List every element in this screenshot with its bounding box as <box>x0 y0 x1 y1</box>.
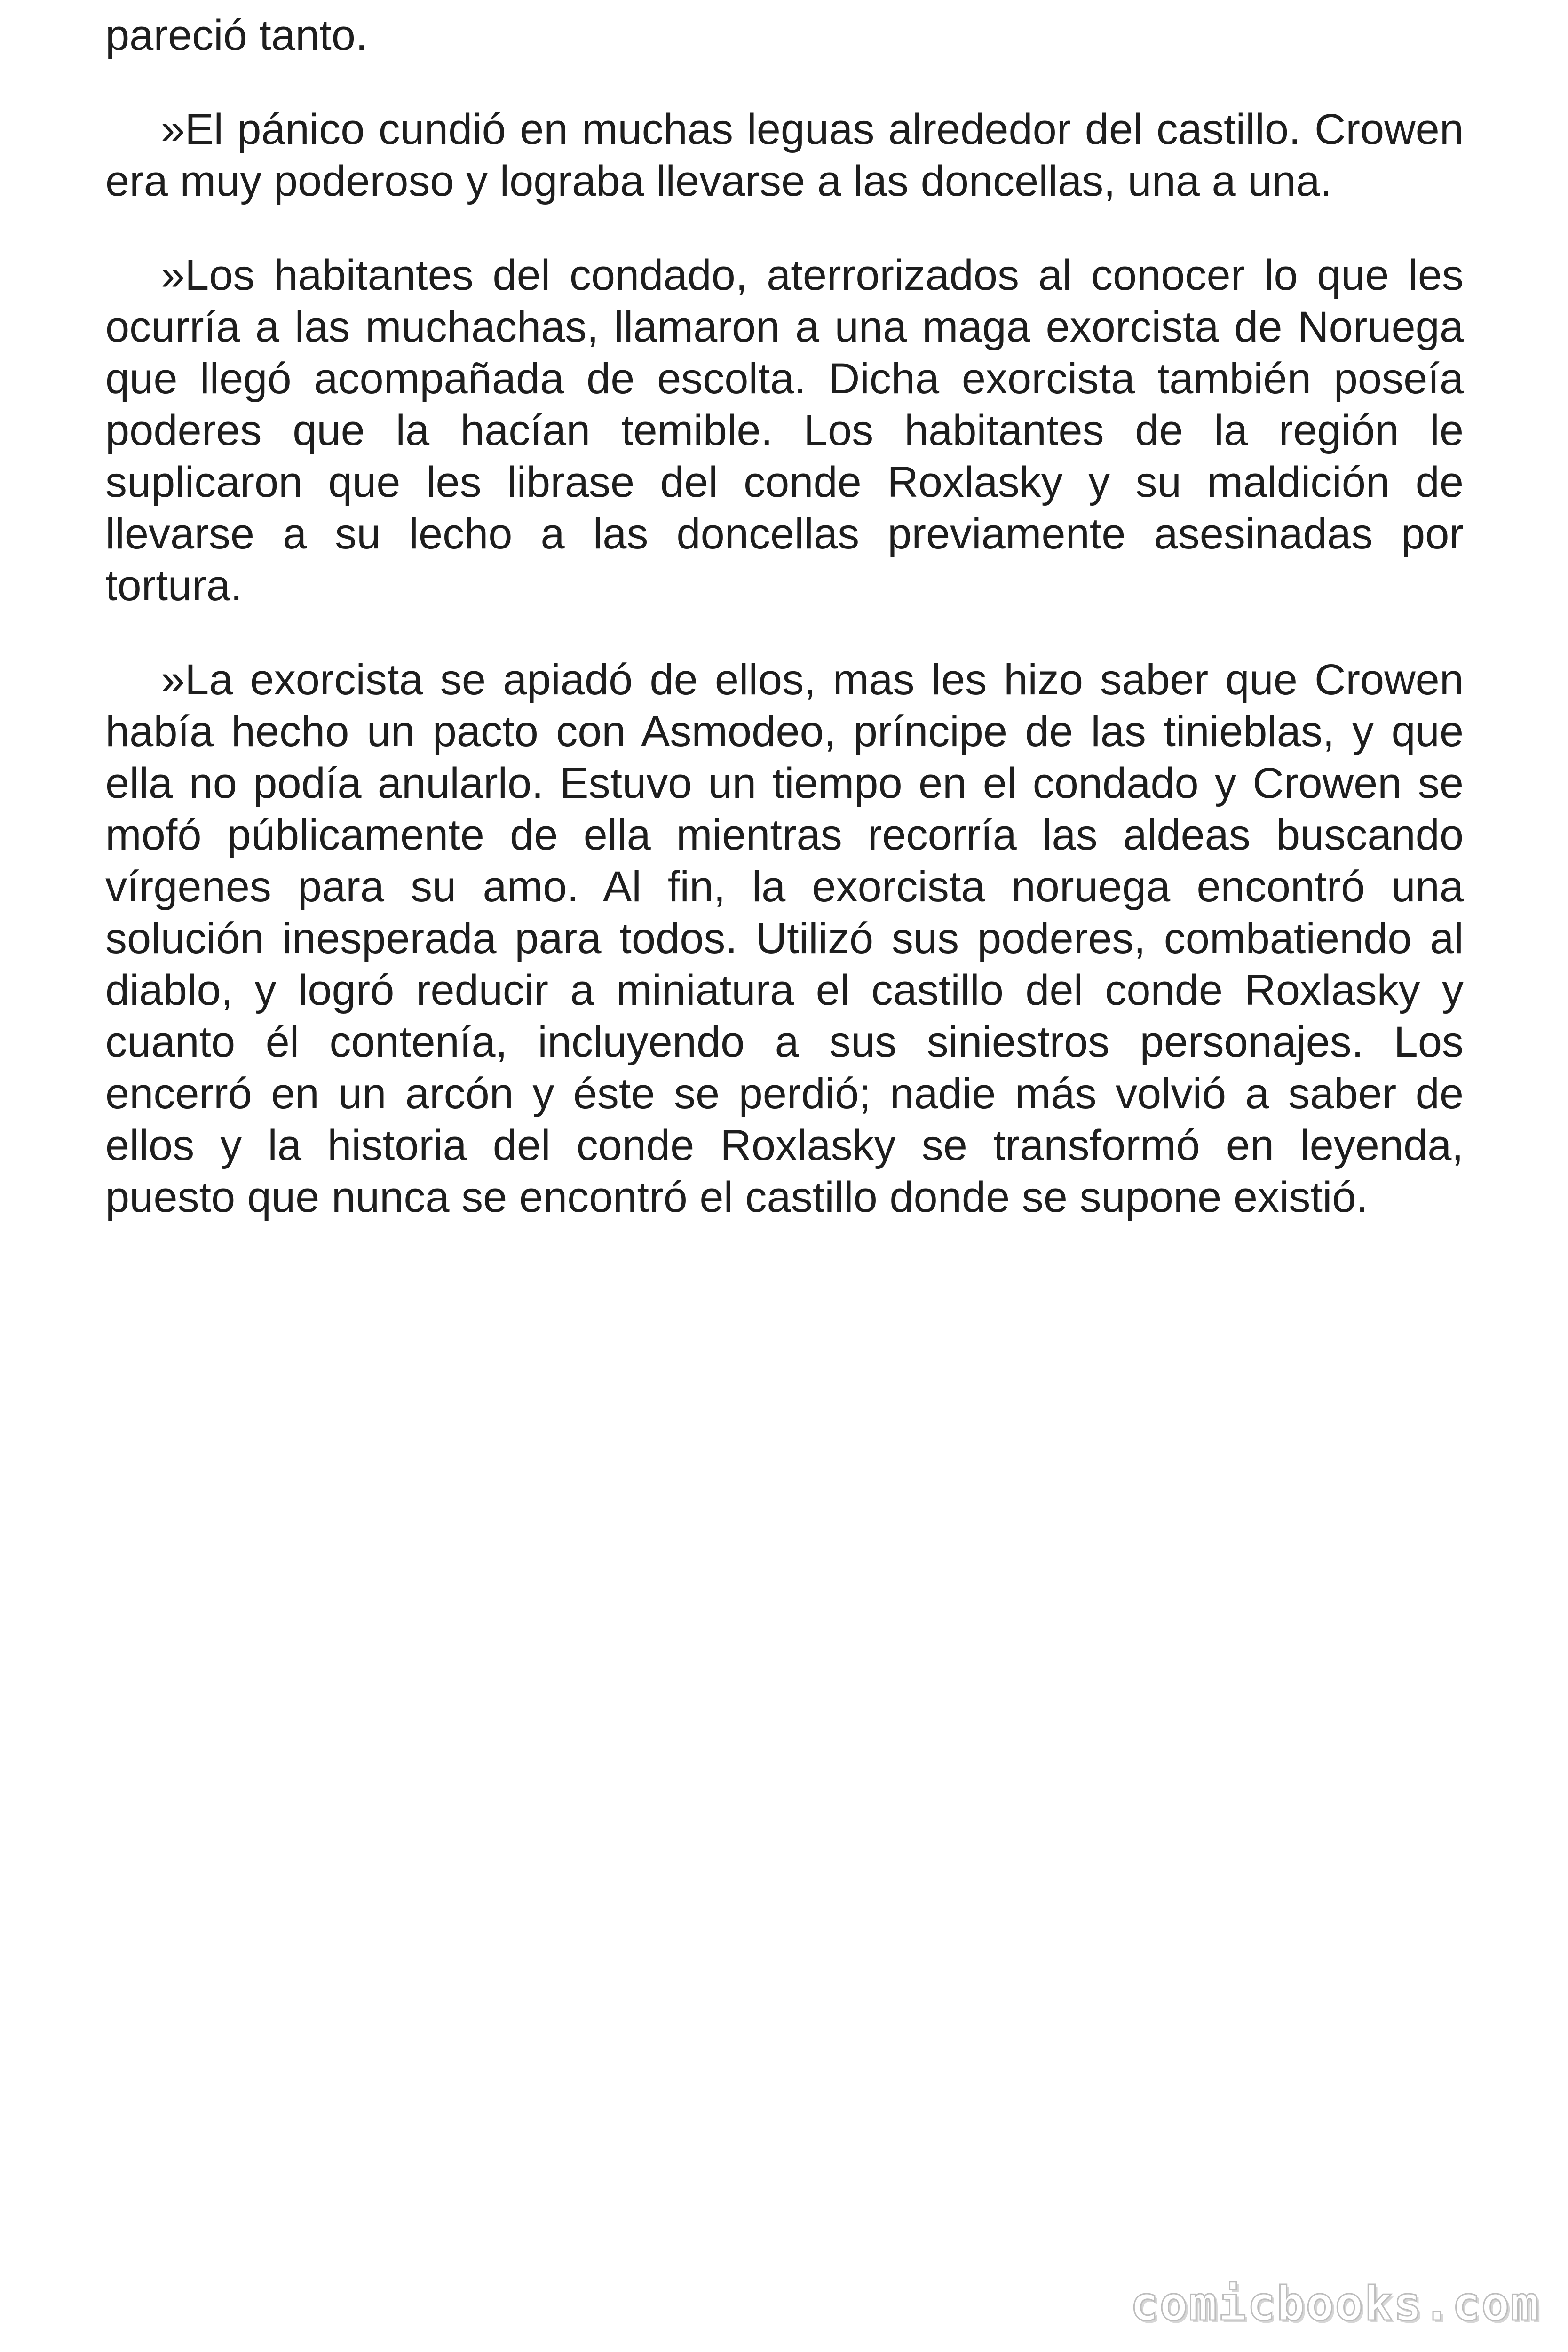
paragraph-panic: »El pánico cundió en muchas leguas alrededor del castillo. Crowen era muy poderoso y lograba llevarse a las doncellas, una a una. <box>105 105 1464 205</box>
page-text <box>105 9 1464 1265</box>
paragraph-inhabitants: »Los habitantes del condado, aterrorizados al conocer lo que les ocurría a las muchachas, llamaron a una maga exorcista de Noruega que llegó acompañada de escolta. Dicha exorcista también poseía poderes que la hacían temible. Los habitantes de la región le suplicaron que les librase del conde Roxlasky y su maldición de llevarse a su lecho a las doncellas previamente asesinadas por tortura. <box>105 251 1464 610</box>
paragraph-exorcist: »La exorcista se apiadó de ellos, mas les hizo saber que Crowen había hecho un pacto con Asmodeo, príncipe de las tinieblas, y que ella no podía anularlo. Estuvo un tiempo en el condado y Crowen se mofó públicamente de ella mientras recorría las aldeas buscando vírgenes para su amo. Al fin, la exorcista noruega encontró una solución inesperada para todos. Utilizó sus poderes, combatiendo al diablo, y logró reducir a miniatura el castillo del conde Roxlasky y cuanto él contenía, incluyendo a sus siniestros personajes. Los encerró en un arcón y éste se perdió; nadie más volvió a saber de ellos y la historia del conde Roxlasky se transformó en leyenda, puesto que nunca se encontró el castillo donde se supone existió. <box>105 656 1464 1221</box>
watermark-logo: comicbooks.com <box>1130 2276 1540 2331</box>
paragraph-continuation: pareció tanto. <box>105 11 368 59</box>
